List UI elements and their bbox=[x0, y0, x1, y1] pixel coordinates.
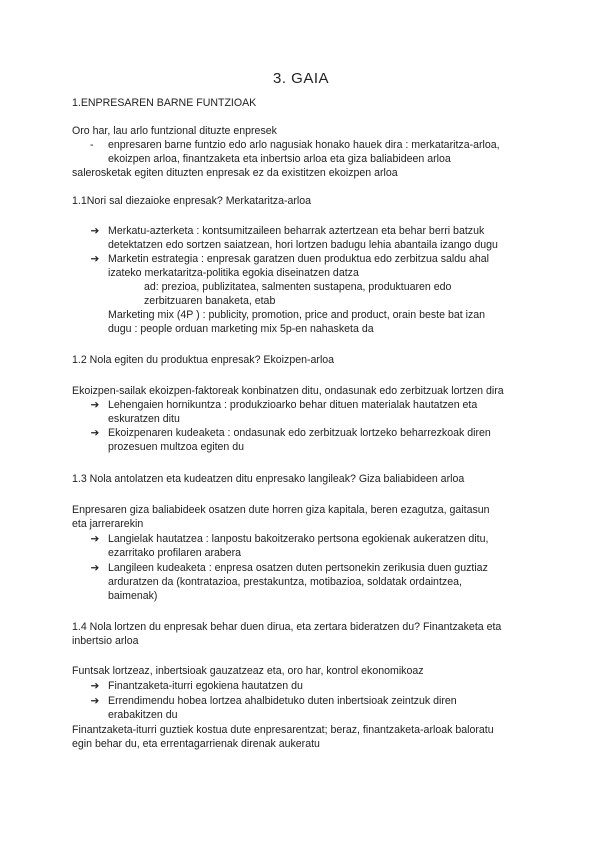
paragraph: Enpresaren giza baliabideek osatzen dute horren giza kapitala, beren ezagutza, gaitasun bbox=[72, 504, 490, 516]
section-heading: 1.1Nori sal diezaioke enpresak? Merkataritza-arloa bbox=[72, 195, 312, 207]
list-item-line: Ekoizpenaren kudeaketa : ondasunak edo zerbitzuak lortzeko beharrezkoak diren bbox=[108, 427, 491, 439]
paragraph: Funtsak lortzeaz, inbertsioak gauzatzeaz eta, oro har, kontrol ekonomikoaz bbox=[72, 665, 424, 677]
list-item-line: Finantzaketa-iturri egokiena hautatzen du bbox=[108, 680, 303, 692]
arrow-bullet-icon: ➔ bbox=[90, 225, 100, 237]
list-item-line: ekoizpen arloa, finantzaketa eta inbertsio arloa eta giza baliabideen arloa bbox=[108, 153, 451, 165]
arrow-bullet-icon: ➔ bbox=[90, 427, 100, 439]
arrow-bullet-icon: ➔ bbox=[90, 680, 100, 692]
list-item-line: Lehengaien hornikuntza : produkzioarko behar dituen materialak hautatzen eta bbox=[108, 399, 478, 411]
list-item-line: Errendimendu hobea lortzea ahalbidetuko duten inbertsioak zeintzuk diren bbox=[108, 695, 457, 707]
paragraph: salerosketak egiten dituzten enpresak ez da existitzen ekoizpen arloa bbox=[72, 167, 398, 179]
list-item-line: ad: prezioa, publizitatea, salmenten sustapena, produktuaren edo bbox=[144, 281, 452, 293]
list-item-line: baimenak) bbox=[108, 590, 158, 602]
list-item-line: Merkatu-azterketa : kontsumitzaileen beharrak aztertzean eta behar berri batzuk bbox=[108, 225, 485, 237]
page-title: 3. GAIA bbox=[273, 70, 330, 87]
list-item-line: Marketin estrategia : enpresak garatzen duen produktua edo zerbitzua saldu ahal bbox=[108, 253, 490, 265]
list-item-line: Langileen kudeaketa : enpresa osatzen duten pertsonekin zerikusia duen guztiaz bbox=[108, 562, 488, 574]
section-heading: 1.2 Nola egiten du produktua enpresak? Ekoizpen-arloa bbox=[72, 354, 335, 366]
section-heading: 1.3 Nola antolatzen eta kudeatzen ditu enpresako langileak? Giza baliabideen arloa bbox=[72, 473, 465, 485]
arrow-bullet-icon: ➔ bbox=[90, 399, 100, 411]
list-item-line: prozesuen multzoa egiten du bbox=[108, 441, 245, 453]
list-item-line: erabakitzen du bbox=[108, 709, 178, 721]
arrow-bullet-icon: ➔ bbox=[90, 695, 100, 707]
arrow-bullet-icon: ➔ bbox=[90, 562, 100, 574]
list-item-line: eskuratzen ditu bbox=[108, 413, 180, 425]
list-item-line: detektatzen edo sortzen saiatzean, hori lortzen badugu lehia abantaila izango dugu bbox=[108, 239, 498, 251]
paragraph: Oro har, lau arlo funtzional dituzte enpresek bbox=[72, 125, 277, 137]
section-heading: 1.ENPRESAREN BARNE FUNTZIOAK bbox=[72, 97, 257, 109]
dash-bullet-icon: - bbox=[90, 139, 94, 151]
section-heading: inbertsio arloa bbox=[72, 635, 139, 647]
arrow-bullet-icon: ➔ bbox=[90, 253, 100, 265]
list-item-line: enpresaren barne funtzio edo arlo nagusiak honako hauek dira : merkataritza-arloa, bbox=[108, 139, 500, 151]
paragraph: Ekoizpen-sailak ekoizpen-faktoreak konbinatzen ditu, ondasunak edo zerbitzuak lortzen dira bbox=[72, 385, 504, 397]
paragraph: eta jarrerarekin bbox=[72, 518, 144, 530]
paragraph: Finantzaketa-iturri guztiek kostua dute enpresarentzat; beraz, finantzaketa-arloak baloratu bbox=[72, 724, 494, 736]
section-heading: 1.4 Nola lortzen du enpresak behar duen dirua, eta zertara bideratzen du? Finantzaketa eta bbox=[72, 621, 502, 633]
list-item-line: arduratzen da (kontratazioa, prestakuntza, motibazioa, soldatak ordaintzea, bbox=[108, 576, 462, 588]
list-item-line: Langielak hautatzea : lanpostu bakoitzerako pertsona egokienak aukeratzen ditu, bbox=[108, 533, 489, 545]
paragraph: dugu : people orduan marketing mix 5p-en nahasketa da bbox=[108, 323, 374, 335]
list-item-line: zerbitzuaren banaketa, etab bbox=[144, 295, 276, 307]
paragraph: Marketing mix (4P ) : publicity, promotion, price and product, orain beste bat izan bbox=[108, 309, 486, 321]
list-item-line: izateko merkataritza-politika egokia diseinatzen datza bbox=[108, 267, 359, 279]
paragraph: egin behar du, eta errentagarrienak direnak aukeratu bbox=[72, 738, 320, 750]
list-item-line: ezarritako profilaren arabera bbox=[108, 547, 242, 559]
arrow-bullet-icon: ➔ bbox=[90, 533, 100, 545]
